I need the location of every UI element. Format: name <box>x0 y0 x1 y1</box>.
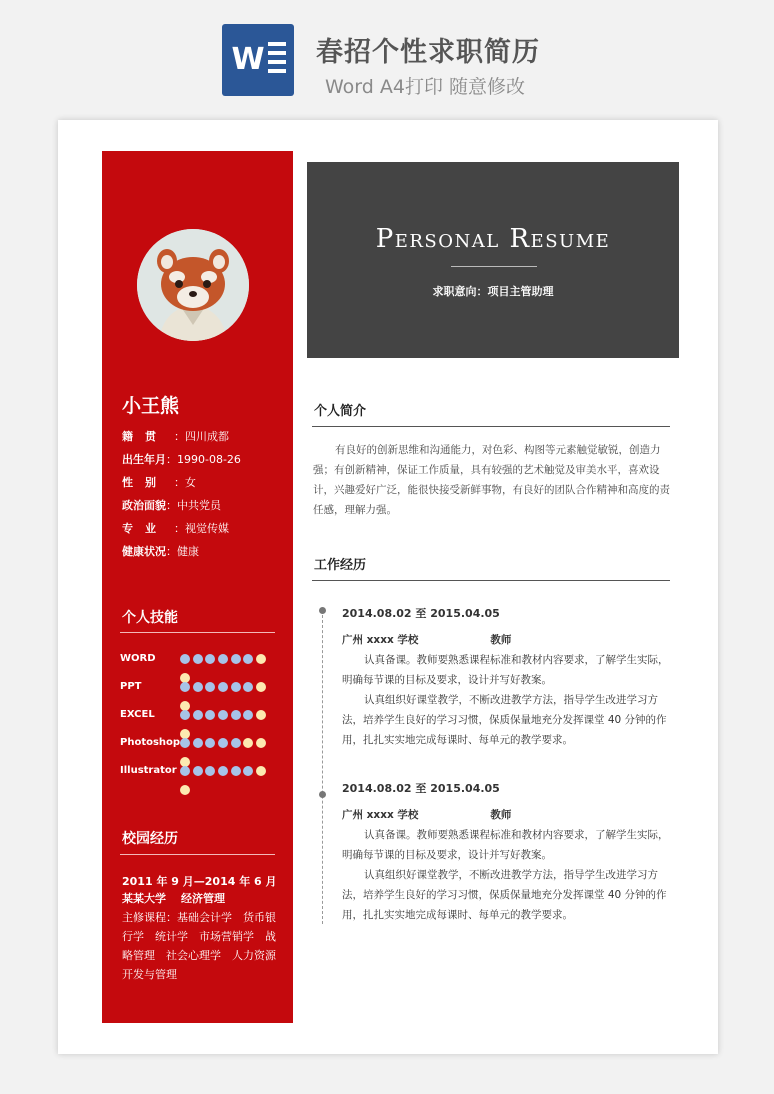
skill-dot-filled <box>205 738 215 748</box>
info-value: ：视觉传媒 <box>174 522 229 535</box>
skill-row <box>120 707 280 735</box>
job-role: 教师 <box>490 634 512 646</box>
skill-dot-filled <box>243 682 253 692</box>
red-panda-avatar <box>137 229 249 341</box>
skill-dot-filled <box>218 738 228 748</box>
skill-dot-filled <box>205 710 215 720</box>
campus-courses: 主修课程：基础会计学 货币银行学 统计学 市场营销学 战略管理 社会心理学 人力资源开发与管理 <box>122 911 276 981</box>
skills-divider <box>120 632 275 633</box>
work-title: 工作经历 <box>314 558 367 573</box>
skill-dot-filled <box>180 766 190 776</box>
skill-label: PPT <box>120 681 142 692</box>
job-date: 2014.08.02 至 2015.04.05 <box>342 607 500 620</box>
word-icon-letter: W <box>231 42 265 77</box>
info-row <box>122 498 282 521</box>
skill-dot-filled <box>205 654 215 664</box>
banner-title: 春招个性求职简历 <box>316 37 540 68</box>
info-row <box>122 521 282 544</box>
skill-row <box>120 763 280 791</box>
skill-dot-empty <box>243 738 253 748</box>
skill-dot-filled <box>243 766 253 776</box>
heading-underline <box>451 266 537 267</box>
skill-dot-filled <box>231 710 241 720</box>
candidate-name: 小王熊 <box>122 395 180 417</box>
timeline-line <box>322 610 323 924</box>
intro-title: 个人简介 <box>314 404 367 419</box>
skill-dot-filled <box>180 738 190 748</box>
job-entry <box>342 606 672 750</box>
skill-dot-filled <box>193 766 203 776</box>
skill-rating <box>180 766 280 804</box>
skill-dot-empty <box>256 738 266 748</box>
skill-row <box>120 651 280 679</box>
skill-dot-filled <box>180 682 190 692</box>
skill-dot-filled <box>218 710 228 720</box>
job-where <box>342 632 672 648</box>
resume-page <box>58 120 718 1054</box>
skill-dot-filled <box>180 654 190 664</box>
campus-major: 经济管理 <box>181 892 225 905</box>
skill-label: WORD <box>120 653 156 664</box>
skill-dot-filled <box>193 738 203 748</box>
skill-dot-filled <box>243 710 253 720</box>
info-value: ：1990-08-26 <box>166 453 241 466</box>
skills-title: 个人技能 <box>122 610 178 626</box>
info-key: 专业 <box>122 522 168 535</box>
personal-info <box>122 429 282 567</box>
skill-dot-filled <box>231 682 241 692</box>
job-company: 广州 xxxx 学校 <box>342 634 419 646</box>
skill-row <box>120 679 280 707</box>
skill-label: EXCEL <box>120 709 155 720</box>
job-role: 教师 <box>490 809 512 821</box>
campus-school-line <box>122 890 282 907</box>
skill-dot-empty <box>180 785 190 795</box>
campus-period: 2011 年 9 月—2014 年 6 月 <box>122 875 277 888</box>
campus-experience <box>122 873 282 984</box>
skill-dot-empty <box>256 766 266 776</box>
info-row <box>122 475 282 498</box>
skill-dot-filled <box>243 654 253 664</box>
resume-heading: Personal Resume <box>375 224 611 254</box>
title-card <box>307 162 679 358</box>
sidebar <box>102 151 293 1023</box>
skill-dot-empty <box>256 710 266 720</box>
info-value: ：四川成都 <box>174 430 229 443</box>
info-value: ：女 <box>174 476 196 489</box>
info-key: 健康状况 <box>122 545 166 558</box>
skills-list <box>120 651 280 791</box>
skill-dot-filled <box>218 654 228 664</box>
job-duty: 认真组织好课堂教学，不断改进教学方法，指导学生改进学习方法，培养学生良好的学习习惯，保质保量地充分发挥课堂 40 分钟的作用，扎扎实实地完成每课时、每单元的教学要求。 <box>342 869 667 921</box>
skill-dot-empty <box>256 654 266 664</box>
info-row <box>122 452 282 475</box>
info-value: ：中共党员 <box>166 499 221 512</box>
job-where <box>342 807 672 823</box>
header-banner <box>0 0 774 118</box>
skill-dot-filled <box>193 710 203 720</box>
intro-text: 有良好的创新思维和沟通能力，对色彩、构图等元素触觉敏锐，创造力强；有创新精神，保证工作质量，具有较强的艺术触觉及审美水平，喜欢设计，兴趣爱好广泛，能很快接受新鲜事物，有良好的团队合作精神和高度的责任感，理解力强。 <box>313 444 670 516</box>
info-value: ：健康 <box>166 545 199 558</box>
skill-dot-filled <box>218 766 228 776</box>
word-document-icon <box>222 24 294 96</box>
info-row <box>122 544 282 567</box>
skill-dot-filled <box>231 738 241 748</box>
info-key: 政治面貌 <box>122 499 166 512</box>
campus-school: 某某大学 <box>122 892 166 905</box>
word-icon-lines <box>268 42 286 78</box>
info-key: 籍贯 <box>122 430 168 443</box>
job-entry <box>342 781 672 925</box>
skill-dot-filled <box>231 766 241 776</box>
skill-dot-filled <box>193 682 203 692</box>
info-key: 出生年月 <box>122 453 166 466</box>
skill-label: Photoshop <box>120 737 181 748</box>
job-target: 求职意向：项目主管助理 <box>432 285 554 298</box>
work-divider <box>312 580 670 581</box>
skill-dot-empty <box>256 682 266 692</box>
campus-title: 校园经历 <box>122 831 178 847</box>
skill-dot-filled <box>231 654 241 664</box>
job-duty: 认真备课。教师要熟悉课程标准和教材内容要求，了解学生实际，明确每节课的目标及要求，设计并写好教案。 <box>342 829 669 861</box>
skill-dot-filled <box>205 682 215 692</box>
banner-subtitle: Word A4打印 随意修改 <box>325 76 526 98</box>
skill-dot-filled <box>180 710 190 720</box>
skill-dot-filled <box>218 682 228 692</box>
job-duty: 认真备课。教师要熟悉课程标准和教材内容要求，了解学生实际，明确每节课的目标及要求，设计并写好教案。 <box>342 654 669 686</box>
timeline-dot <box>319 607 326 614</box>
campus-divider <box>120 854 275 855</box>
skill-dot-filled <box>205 766 215 776</box>
timeline-dot <box>319 791 326 798</box>
skill-label: Illustrator <box>120 765 177 776</box>
job-date: 2014.08.02 至 2015.04.05 <box>342 782 500 795</box>
intro-divider <box>312 426 670 427</box>
job-company: 广州 xxxx 学校 <box>342 809 419 821</box>
info-key: 性别 <box>122 476 168 489</box>
info-row <box>122 429 282 452</box>
job-duty: 认真组织好课堂教学，不断改进教学方法，指导学生改进学习方法，培养学生良好的学习习惯，保质保量地充分发挥课堂 40 分钟的作用，扎扎实实地完成每课时、每单元的教学要求。 <box>342 694 667 746</box>
skill-row <box>120 735 280 763</box>
skill-dot-filled <box>193 654 203 664</box>
